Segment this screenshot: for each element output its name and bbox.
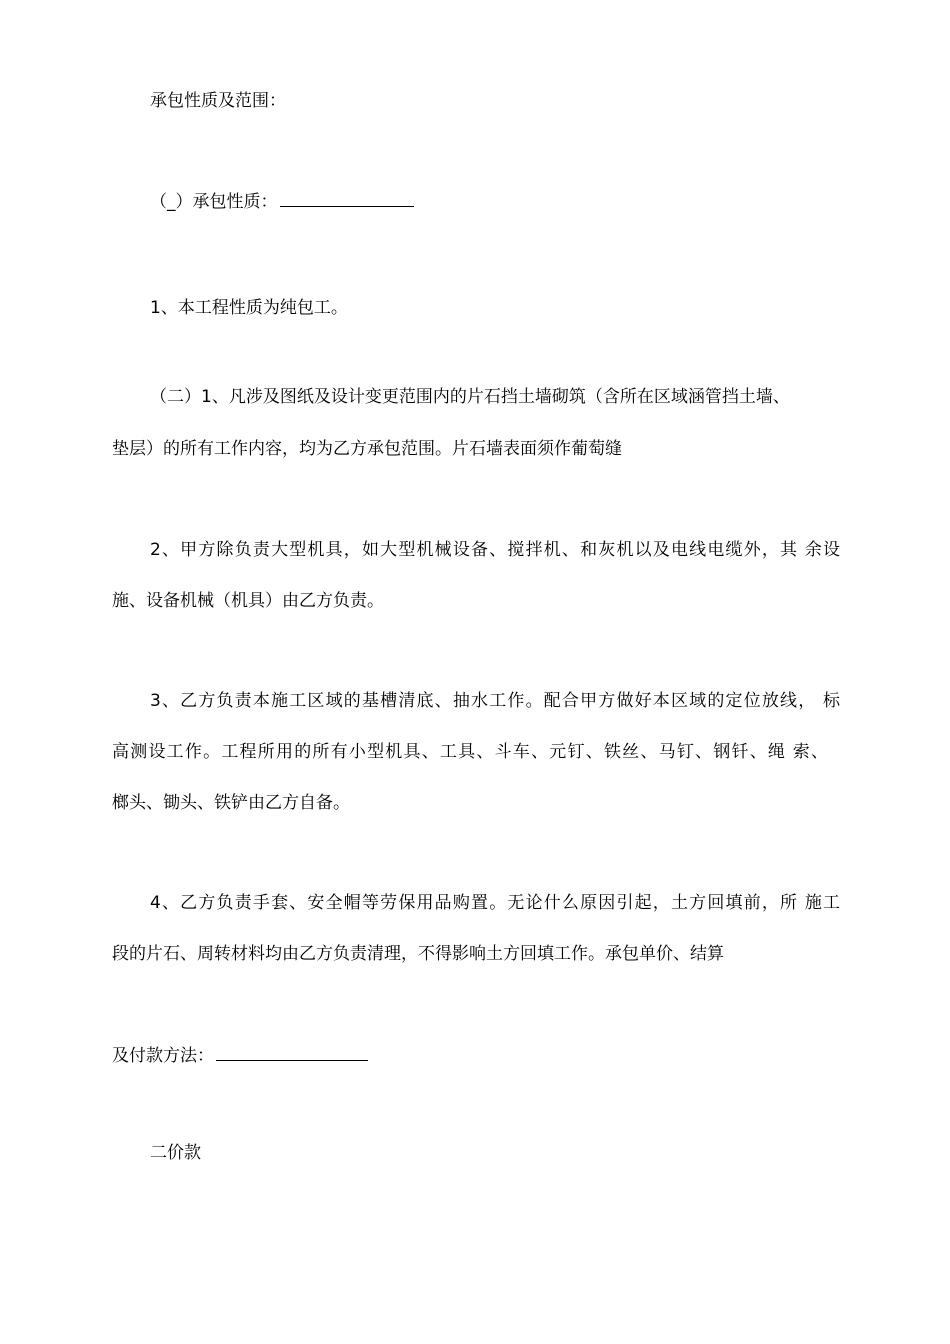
item-5-line-2: 段的片石、周转材料均由乙方负责清理，不得影响土方回填工作。承包单价、结算 bbox=[112, 944, 724, 964]
section-2-heading: 二价款 bbox=[150, 1143, 201, 1163]
contract-nature-blank[interactable] bbox=[280, 188, 414, 207]
item-1: 1、本工程性质为纯包工。 bbox=[150, 298, 348, 318]
contract-nature-label: （_）承包性质： bbox=[150, 192, 278, 212]
item-5-line-1: 4、乙方负责手套、安全帽等劳保用品购置。无论什么原因引起，土方回填前，所 施工 bbox=[150, 893, 840, 913]
item-4-line-3: 榔头、锄头、铁铲由乙方自备。 bbox=[112, 793, 350, 813]
payment-method-label: 及付款方法： bbox=[112, 1046, 214, 1066]
item-3-line-1: 2、甲方除负责大型机具，如大型机械设备、搅拌机、和灰机以及电线电缆外，其 余设 bbox=[150, 540, 840, 560]
item-2-line-2: 垫层）的所有工作内容，均为乙方承包范围。片石墙表面须作葡萄缝 bbox=[112, 439, 622, 459]
payment-method-blank[interactable] bbox=[216, 1042, 368, 1061]
contract-nature-line bbox=[150, 188, 880, 215]
item-3-line-2: 施、设备机械（机具）由乙方负责。 bbox=[112, 591, 384, 611]
item-4-line-1: 3、乙方负责本施工区域的基槽清底、抽水工作。配合甲方做好本区域的定位放线， 标 bbox=[150, 691, 840, 711]
payment-method-line bbox=[112, 1042, 842, 1069]
item-4-line-2: 高测设工作。工程所用的所有小型机具、工具、斗车、元钉、铁丝、马钉、钢钎、绳 索、 bbox=[112, 742, 828, 762]
section-heading: 承包性质及范围： bbox=[150, 91, 286, 111]
item-2-line-1: （二）1、凡涉及图纸及设计变更范围内的片石挡土墙砌筑（含所在区域涵管挡土墙、 bbox=[150, 387, 790, 407]
